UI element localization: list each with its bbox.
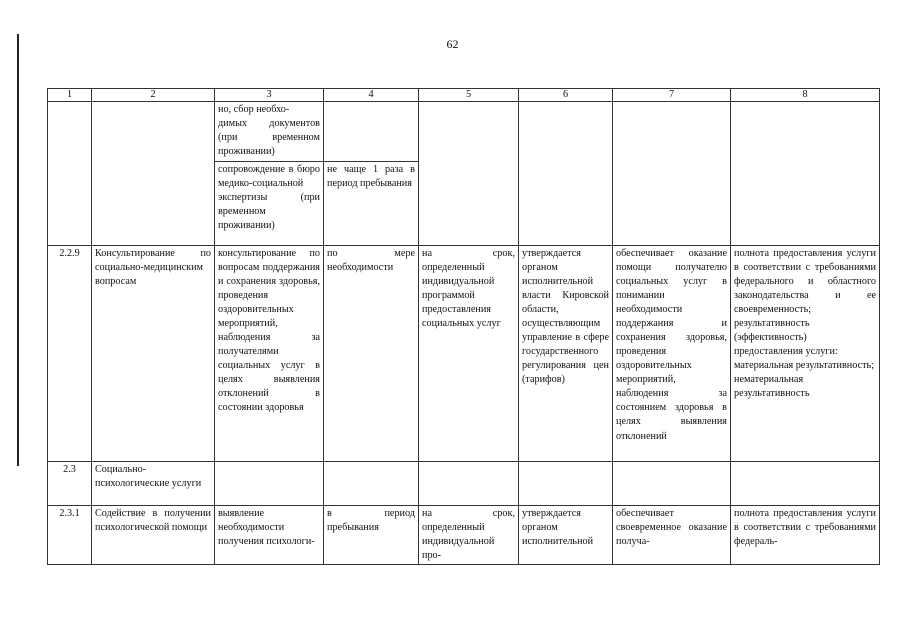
frequency-text: не чаще 1 раза в период пребывания [327, 163, 415, 189]
column-number: 6 [519, 89, 613, 102]
service-quality-text: полнота предоставления услуги в соответствии с требованиями федерального и областного законодательства и ее своевременность; результативность (эффективность) предоставления услуги: материальная результативность; нематериальная результативность [734, 247, 876, 400]
table-cell-empty [324, 102, 419, 161]
section-name: Социально-психологические услуги [92, 461, 215, 505]
service-content-cell [215, 102, 324, 161]
service-code: 2.3.1 [48, 505, 92, 564]
column-number: 8 [731, 89, 880, 102]
service-conditions: обеспечивает своевременное оказание получа- [613, 505, 731, 564]
service-frequency: в период пребывания [324, 505, 419, 564]
column-number: 7 [613, 89, 731, 102]
service-term: на срок, определенный индивидуальной про- [419, 505, 519, 564]
table-row-2-3-1 [48, 505, 880, 564]
page-number: 62 [446, 37, 459, 51]
table-cell-empty [613, 102, 731, 245]
table-cell-empty [419, 461, 519, 505]
table-cell-empty [215, 461, 324, 505]
section-row-2-3 [48, 461, 880, 505]
table-cell-empty [92, 102, 215, 245]
section-code: 2.3 [48, 461, 92, 505]
table-cell-empty [519, 102, 613, 245]
service-name: Консультирование по социально-медицинским вопросам [92, 245, 215, 461]
column-number-row [48, 89, 880, 102]
service-quality [731, 245, 880, 461]
table-cell-empty [419, 102, 519, 245]
continuation-row-1 [48, 102, 880, 161]
table-cell-empty [48, 102, 92, 245]
table-cell-empty [731, 461, 880, 505]
service-content-text: сопровождение в бюро медико-социальной экспертизы (при временном проживании) [218, 163, 320, 231]
service-tariff: утверждается органом исполнительной власти Кировской области, осуществляющим управление в сфере государственного регулирования цен (тарифов) [519, 245, 613, 461]
service-conditions: обеспечивает оказание помощи получателю социальных услуг в понимании необходимости поддержания и сохранения здоровья, проведения оздоровительных мероприятий, наблюдения за состоянием здоровья в целях выявления отклонений [613, 245, 731, 461]
service-quality: полнота предоставления услуги в соответствии с требованиями федераль- [731, 505, 880, 564]
column-number: 4 [324, 89, 419, 102]
column-number: 5 [419, 89, 519, 102]
table-cell-empty [519, 461, 613, 505]
table-cell-empty [731, 102, 880, 245]
service-content-text: но, сбор необхо- димых документов (при временном проживании) [218, 104, 320, 158]
frequency-cell [324, 161, 419, 245]
column-number: 2 [92, 89, 215, 102]
service-name: Содействие в получении психологической помощи [92, 505, 215, 564]
service-content: консультирование по вопросам поддержания и сохранения здоровья, проведения оздоровительных мероприятий, наблюдения за получателями социальных услуг в целях выявления отклонений в состоянии здоровья [215, 245, 324, 461]
service-content-cell [215, 161, 324, 245]
table-cell-empty [324, 461, 419, 505]
service-frequency: по мере необходимости [324, 245, 419, 461]
column-number: 3 [215, 89, 324, 102]
table-row-2-2-9 [48, 245, 880, 461]
page-edge-rule [17, 34, 19, 466]
service-code: 2.2.9 [48, 245, 92, 461]
service-tariff: утверждается органом исполнительной [519, 505, 613, 564]
table-cell-empty [613, 461, 731, 505]
service-content: выявление необходимости получения психологи- [215, 505, 324, 564]
service-term: на срок, определенный индивидуальной программой предоставления социальных услуг [419, 245, 519, 461]
column-number: 1 [48, 89, 92, 102]
services-table [47, 88, 880, 565]
